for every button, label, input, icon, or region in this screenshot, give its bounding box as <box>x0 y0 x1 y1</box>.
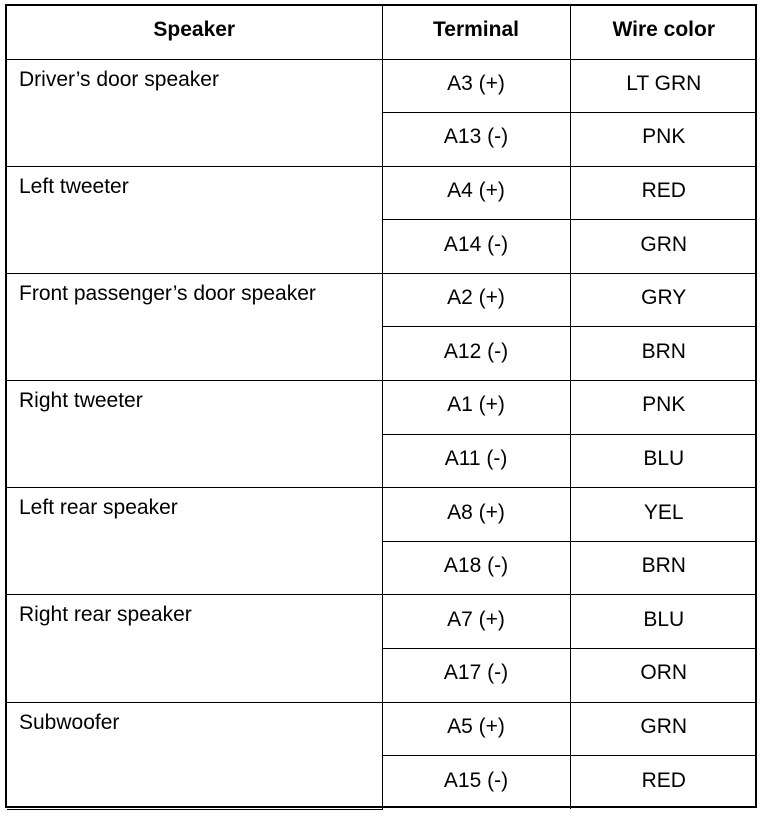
wire-color-cell: LT GRN <box>570 59 757 113</box>
table-row <box>7 59 757 113</box>
wire-color-cell: YEL <box>570 488 757 542</box>
speaker-name: Driver’s door speaker <box>7 59 382 166</box>
terminal-cell: A8 (+) <box>382 488 570 542</box>
terminal-cell: A13 (-) <box>382 113 570 167</box>
terminal-cell: A2 (+) <box>382 273 570 327</box>
terminal-cell: A18 (-) <box>382 541 570 595</box>
header-row <box>7 6 757 59</box>
terminal-cell: A15 (-) <box>382 756 570 810</box>
terminal-cell: A17 (-) <box>382 649 570 703</box>
speaker-name: Left tweeter <box>7 166 382 273</box>
speaker-wiring-table-frame <box>5 4 757 808</box>
wire-color-cell: RED <box>570 166 757 220</box>
speaker-name: Left rear speaker <box>7 488 382 595</box>
wire-color-cell: BRN <box>570 541 757 595</box>
terminal-cell: A12 (-) <box>382 327 570 381</box>
terminal-cell: A3 (+) <box>382 59 570 113</box>
terminal-cell: A4 (+) <box>382 166 570 220</box>
table-row <box>7 702 757 756</box>
wire-color-cell: BLU <box>570 595 757 649</box>
wire-color-cell: GRY <box>570 273 757 327</box>
wire-color-cell: BRN <box>570 327 757 381</box>
table-row <box>7 273 757 327</box>
table-row <box>7 595 757 649</box>
speaker-wiring-table <box>7 6 757 810</box>
speaker-name: Right rear speaker <box>7 595 382 702</box>
speaker-name: Subwoofer <box>7 702 382 809</box>
terminal-cell: A11 (-) <box>382 434 570 488</box>
speaker-name: Front passenger’s door speaker <box>7 273 382 380</box>
table-row <box>7 488 757 542</box>
speaker-name: Right tweeter <box>7 381 382 488</box>
wire-color-cell: RED <box>570 756 757 810</box>
wire-color-cell: GRN <box>570 702 757 756</box>
terminal-cell: A7 (+) <box>382 595 570 649</box>
header-wire-color: Wire color <box>570 6 757 59</box>
terminal-cell: A5 (+) <box>382 702 570 756</box>
terminal-cell: A1 (+) <box>382 381 570 435</box>
wire-color-cell: GRN <box>570 220 757 274</box>
wire-color-cell: BLU <box>570 434 757 488</box>
wire-color-cell: PNK <box>570 113 757 167</box>
wire-color-cell: PNK <box>570 381 757 435</box>
header-terminal: Terminal <box>382 6 570 59</box>
table-row <box>7 381 757 435</box>
wire-color-cell: ORN <box>570 649 757 703</box>
header-speaker: Speaker <box>7 6 382 59</box>
terminal-cell: A14 (-) <box>382 220 570 274</box>
table-row <box>7 166 757 220</box>
